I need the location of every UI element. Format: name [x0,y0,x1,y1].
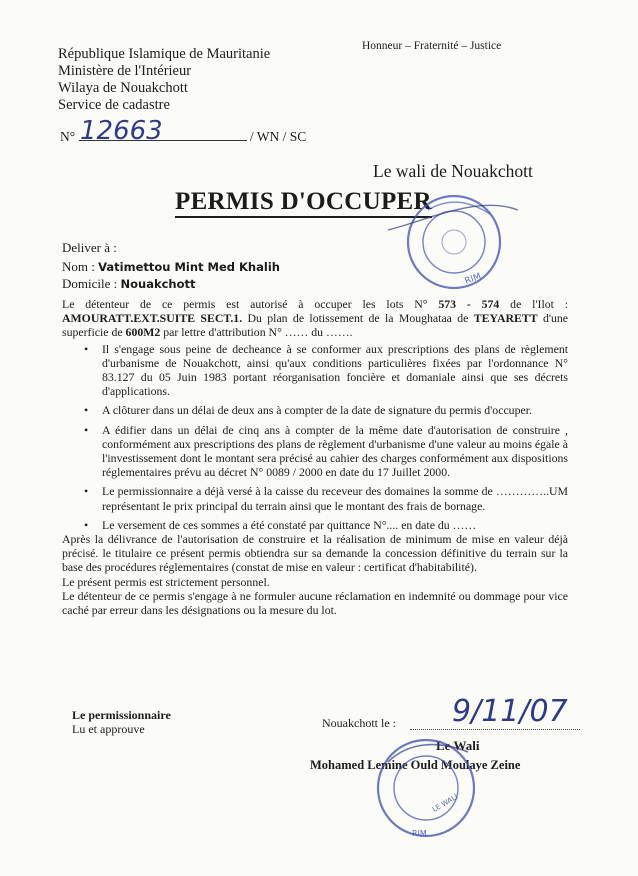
domicile-line [62,276,196,292]
intro-text-5: par lettre d'attribution N° …… du ……. [160,325,353,340]
obligation-item: • A clôturer dans un délai de deux ans à compter de la date de signature du permis d'occuper. [102,403,568,417]
domicile-value: Nouakchott [120,277,196,291]
header-line-4: Service de cadastre [58,97,170,113]
stamp-lower-text-2: RIM [412,829,427,838]
obligation-item: • A édifier dans un délai de cinq ans à compter de la même date d'autorisation de construire , conformément aux prescriptions des plans de règlement d'urbanisme d'une valeur au moins égale à l'investissement dont le montant sera précisé au cahier des charges conformément aux dispositions réglementaires prévu au décret N° 0089 / 2000 en date du 17 Juillet 2000. [102,423,568,480]
stamp-upper-text: RIM [463,271,483,287]
header-line-1: République Islamique de Mauritanie [58,46,271,62]
lu-approuve-label: Lu et approuve [72,722,145,736]
obligations-list [62,342,568,532]
name-line [62,259,280,275]
number-prefix: N° [60,129,76,144]
domicile-label: Domicile : [62,276,121,291]
lots-value: 573 - 574 [438,297,500,311]
handwritten-date: 9/11/07 [452,694,568,729]
stamp-lower-text-1: LE WALI [431,792,460,814]
header-line-2: Ministère de l'Intérieur [58,63,192,79]
official-stamp-lower [368,732,488,842]
concession-paragraph: Après la délivrance de l'autorisation de construire et la réalisation de minimum de mise en valeur déjà précisé. le titulaire ce présent permis obtiendra sur sa demande la concession définitive du terrain sur la base des procédures réglementaires (constat de mise en valeur : certificat d'habitabilité). [62,532,568,575]
intro-text-3: Du plan de lotissement de la Moughataa de [242,311,474,326]
permissionnaire-label: Le permissionnaire [72,708,171,722]
handwritten-number: 12663 [80,116,163,146]
obligation-item: • Il s'engage sous peine de decheance à se conformer aux prescriptions des plans de règlement d'urbanisme de Nouakchott, ainsi qu'aux conditions particulières fixées par l'ordonnance N° 83.127 du 05 Juin 1983 portant réorganisation foncière et domaniale ainsi que ses décrets d'applications. [102,342,568,399]
official-stamp-upper [388,190,528,300]
intro-text-1: Le détenteur de ce permis est autorisé à occuper les lots N° [62,297,439,311]
national-motto: Honneur – Fraternité – Justice [362,40,502,52]
intro-text-2: de l'Ilot : [499,297,569,311]
deliver-label: Deliver à : [62,240,117,255]
place-date-label: Nouakchott le : [322,716,396,730]
moughataa-value: TEYARETT [473,311,538,326]
name-label: Nom : [62,259,99,274]
claims-paragraph: Le détenteur de ce permis s'engage à ne formuler aucune réclamation en indemnité ou dommage pour vice caché par erreur dans les désignations ou la mesure du lot. [62,588,568,618]
superficie-value: 600M2 [125,325,161,340]
permit-body [62,297,568,617]
date-line [410,729,580,730]
wali-name: Mohamed Lemine Ould Moulaye Zeine [310,758,521,772]
issuer: Le wali de Nouakchott [373,161,533,181]
name-value: Vatimettou Mint Med Khalih [98,260,280,274]
obligation-item: • Le versement de ces sommes a été constaté par quittance N°.... en date du …… [102,518,568,532]
obligation-item: • Le permissionnaire a déjà versé à la caisse du receveur des domaines la somme de …………..UM représentant le prix principal du terrain ainsi que le montant des frais de bornage. [102,484,568,512]
number-suffix: / WN / SC [249,129,307,144]
ilot-value: AMOURATT.EXT.SUITE SECT.1. [62,311,243,326]
intro-text-4: d'une superficie de [62,311,569,340]
title-text: PERMIS D'OCCUPER [175,188,432,218]
wali-title: Le Wali [436,738,480,753]
personal-paragraph: Le présent permis est strictement personnel. [62,574,270,589]
intro-paragraph [62,297,568,340]
header-line-3: Wilaya de Nouakchott [58,80,188,96]
